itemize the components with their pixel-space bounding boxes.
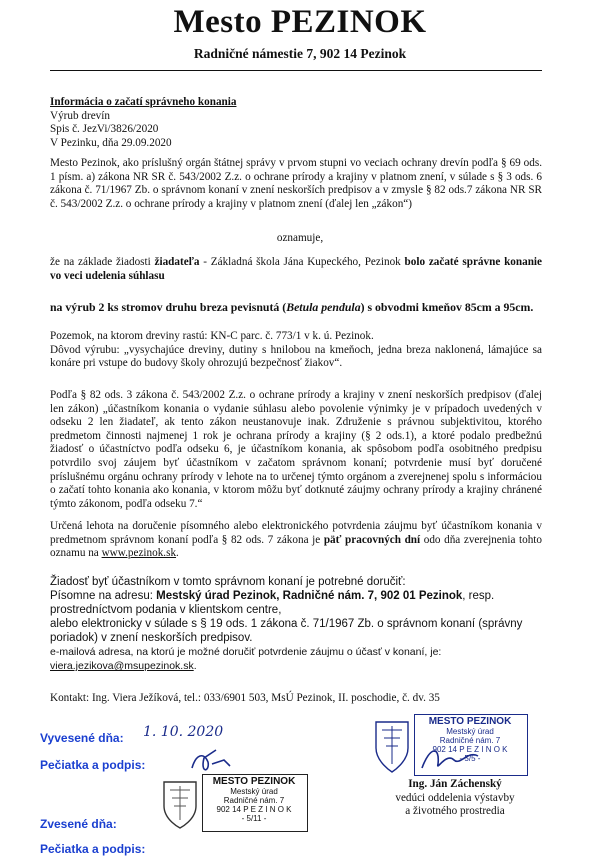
p2-applicant-label: žiadateľa bbox=[154, 256, 200, 268]
stamp-main-number: - 5/5 - bbox=[459, 754, 481, 763]
submission-block bbox=[50, 575, 550, 673]
submission-written: Písomne na adresu: bbox=[50, 590, 157, 602]
notice-date: V Pezinku, dňa 29.09.2020 bbox=[50, 136, 172, 149]
submission-address: Mestský úrad Pezinok, Radničné nám. 7, 902 01 Pezinok bbox=[156, 590, 463, 602]
p2-text-c: - Základná škola Jána Kupeckého, Pezinok bbox=[199, 256, 405, 268]
deadline-paragraph bbox=[50, 520, 542, 561]
stamp-small-number: - 5/11 - bbox=[241, 814, 267, 823]
stamp-signature-label-1: Pečiatka a podpis: bbox=[40, 758, 146, 772]
signatory-role-2: a životného prostredia bbox=[405, 805, 505, 818]
file-number: Spis č. JezVi/3826/2020 bbox=[50, 123, 159, 136]
city-address: Radničné námestie 7, 902 14 Pezinok bbox=[193, 46, 407, 61]
posted-date-handwritten: 1. 10. 2020 bbox=[143, 724, 224, 740]
stamp-main-postal: 902 14 P E Z I N O K bbox=[432, 745, 508, 754]
parcel-info: Pozemok, na ktorom dreviny rastú: KN-C parc. č. 773/1 v k. ú. Pezinok. bbox=[50, 330, 374, 342]
authority-paragraph: Mesto Pezinok, ako príslušný orgán štátnej správy v prvom stupni vo veciach ochrany drevín podľa § 69 ods. 1 písm. a) zákona NR SR č. 543/2002 Z.z. o ochrane prírody a krajiny v platnom znení, v súlade s § 3 ods. 6 zákona č. 71/1967 Zb. o správnom konaní v znení neskorších predpisov a v zmysle § 82 ods.7 zákona NR SR č. 543/2002 Z.z. o ochrane prírody a krajiny v platnom znení (ďalej len „zákon“) bbox=[50, 157, 542, 210]
parcel-reason-block bbox=[50, 330, 542, 371]
submission-client-center: prostredníctvom podania v klientskom centre, bbox=[50, 604, 282, 616]
removed-date-label: Zvesené dňa: bbox=[40, 817, 117, 831]
stamp-main-office: Mestský úrad bbox=[446, 727, 494, 736]
website-link[interactable]: www.pezinok.sk bbox=[101, 547, 177, 560]
stamp-small-city: MESTO PEZINOK bbox=[212, 776, 296, 787]
announce-word: oznamuje, bbox=[276, 232, 324, 244]
stamp-main-address: Radničné nám. 7 bbox=[439, 736, 501, 745]
signatory-name: Ing. Ján Záchenský bbox=[408, 778, 502, 790]
posted-date-label: Vyvesené dňa: bbox=[40, 731, 124, 745]
stamp-signature-label-2: Pečiatka a podpis: bbox=[40, 842, 146, 856]
p3-text-a: na výrub 2 ks stromov druhu breza pevisnutá ( bbox=[50, 300, 287, 314]
felling-request bbox=[50, 301, 560, 315]
p6-text-c: odo dňa zverejnenia tohto oznamu na bbox=[50, 533, 542, 560]
p3-text-c: ) s obvodmi kmeňov 85cm a 95cm. bbox=[360, 300, 534, 314]
felling-reason: Dôvod výrubu: „vysychajúce dreviny, dutiny s hnilobou na kmeňoch, jedna breza naklonená, lámajúce sa konáre pri vstupe do budovy školy ohrozujú bezpečnosť žiakov“. bbox=[50, 343, 542, 370]
city-stamp-small bbox=[160, 772, 310, 834]
signatory-block bbox=[360, 778, 550, 819]
p6-text-a: Určená lehota na doručenie písomného alebo elektronického potvrdenia záujmu byť účastníkom konania v predmetnom správnom konaní podľa § 82 ods. 7 zákona je bbox=[50, 520, 542, 546]
stamp-small-postal: 902 14 P E Z I N O K bbox=[216, 805, 292, 814]
law-citation-paragraph: Podľa § 82 ods. 3 zákona č. 543/2002 Z.z. o ochrane prírody a krajiny v znení neskorších predpisov (ďalej len zákon) „účastníkom konania o vydanie súhlasu alebo povolenie výnimky je v prípadoch uvedených v odseku 2 len žiadateľ, ak tento zákon neustanovuje inak. Združenie s právnou subjektivitou, ktorého predmetom činnosti najmenej 1 rok je ochrana prírody a krajiny (§ 2 ods.1), a ktoré podalo predbežnú žiadosť o účastníctvo podľa odseku 6, je účastníkom konania, ak spôsobom podľa osobitného predpisu potvrdilo svoj záujem byť účastníkom v začatom správnom konaní; potvrdenie musí byť doručené príslušnému orgánu ochrany prírody v lehote na to určenej týmto orgánom a zverejnenej spolu s informáciou o začatí tohto konania ako konania, v ktorom môžu byť dotknuté záujmy ochrany prírody a krajiny chránené týmto zákonom, podľa odseku 7.“ bbox=[50, 389, 542, 510]
p2-text-a: že na základe žiadosti bbox=[50, 256, 155, 268]
stamp-small-address: Radničné nám. 7 bbox=[223, 796, 285, 805]
city-title: Mesto PEZINOK bbox=[173, 4, 427, 40]
p2-proceeding-started: bolo začaté správne konanie vo veci udelenia súhlasu bbox=[50, 256, 543, 282]
proceeding-paragraph bbox=[50, 256, 542, 283]
submission-electronic: alebo elektronicky v súlade s § 19 ods. 1 zákona č. 71/1967 Zb. o správnom konaní (správny poriadok) v znení neskorších predpisov. bbox=[50, 618, 523, 644]
contact-line: Kontakt: Ing. Viera Ježíková, tel.: 033/6901 503, MsÚ Pezinok, II. poschodie, č. dv. 35 bbox=[50, 692, 440, 704]
submission-email-intro: e-mailová adresa, na ktorú je možné doručiť potvrdenie záujmu o účasť v konaní, je: bbox=[50, 646, 442, 658]
intro-block bbox=[50, 96, 450, 150]
stamp-main-city: MESTO PEZINOK bbox=[428, 716, 512, 727]
email-end: . bbox=[193, 660, 197, 672]
p3-species-latin: Betula pendula bbox=[286, 300, 361, 314]
handwritten-signature-2 bbox=[416, 742, 486, 776]
coat-of-arms-icon bbox=[160, 776, 200, 830]
notice-subject: Výrub drevín bbox=[50, 109, 110, 122]
notice-heading: Informácia o začatí správneho konania bbox=[50, 96, 237, 108]
p6-text-d: . bbox=[176, 547, 179, 560]
header-divider bbox=[50, 70, 542, 71]
stamp-small-office: Mestský úrad bbox=[230, 787, 278, 796]
signatory-role-1: vedúci oddelenia výstavby bbox=[395, 791, 515, 804]
coat-of-arms-icon bbox=[372, 716, 412, 774]
p6-deadline: päť pracovných dní bbox=[323, 533, 421, 546]
contact-email-link[interactable]: viera.jezikova@msupezinok.sk bbox=[50, 660, 194, 672]
submission-intro: Žiadosť byť účastníkom v tomto správnom konaní je potrebné doručiť: bbox=[50, 576, 406, 588]
submission-resp: , resp. bbox=[462, 590, 495, 602]
